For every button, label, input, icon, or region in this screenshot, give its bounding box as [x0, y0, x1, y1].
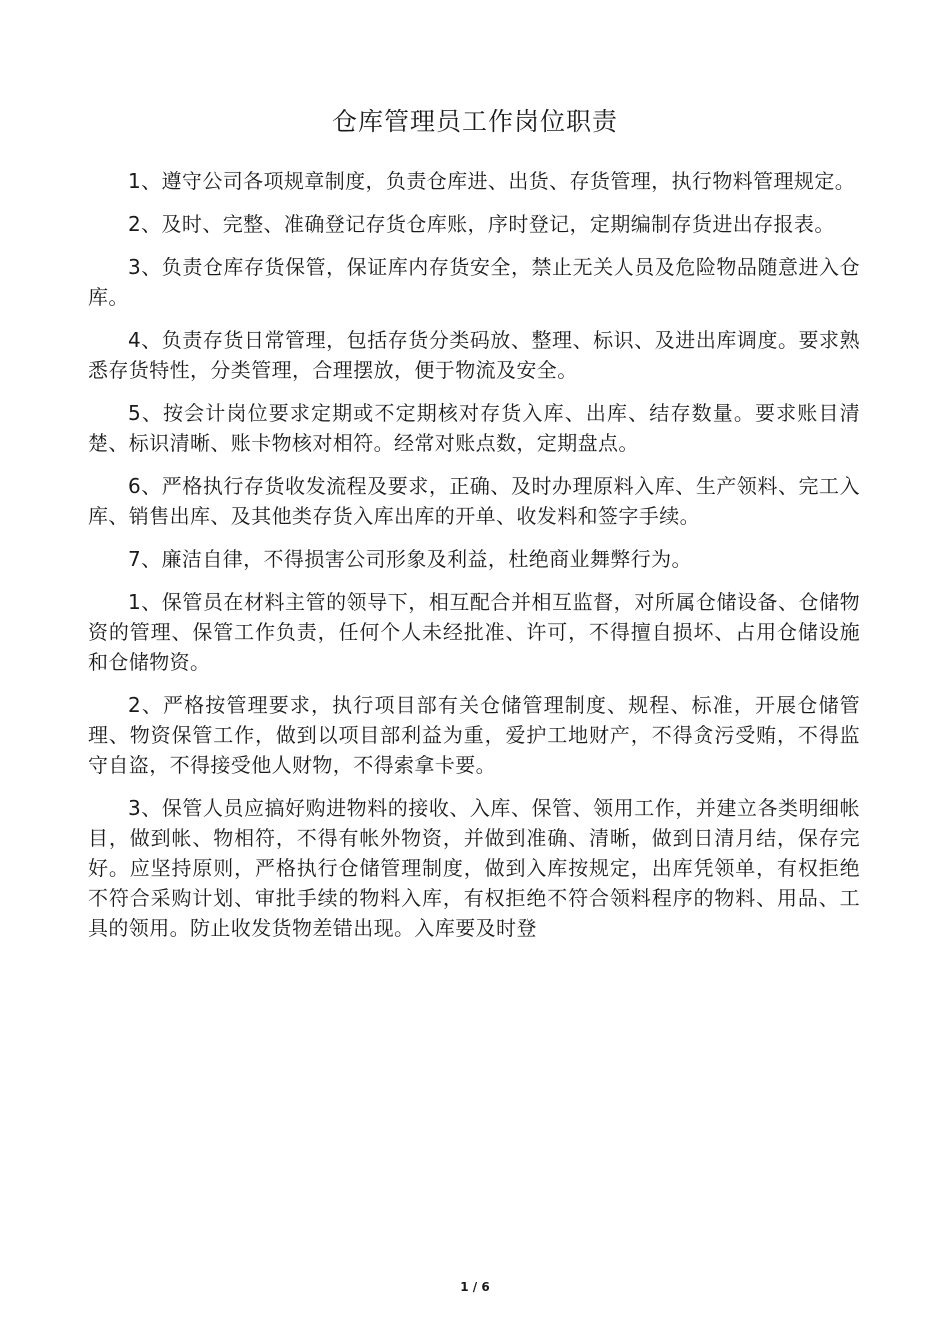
- page-number: 1 / 6: [460, 1280, 490, 1294]
- paragraph: [88, 544, 860, 574]
- paragraph-text: 、保管员在材料主管的领导下，相互配合并相互监督，对所属仓储设备、仓储物资的管理、保管工作负责，任何个人未经批准、许可，不得擅自损坏、占用仓储设施和仓储物资。: [88, 590, 860, 674]
- paragraph-text: 、遵守公司各项规章制度，负责仓库进、出货、存货管理，执行物料管理规定。: [141, 169, 856, 193]
- paragraph-text: 、保管人员应搞好购进物料的接收、入库、保管、领用工作，并建立各类明细帐目，做到帐、物相符，不得有帐外物资，并做到准确、清晰，做到日清月结，保存完好。应坚持原则，严格执行仓储管理制度，做到入库按规定，出库凭领单，有权拒绝不符合采购计划、审批手续的物料入库，有权拒绝不符合领料程序的物料、用品、工具的领用。防止收发货物差错出现。入库要及时登: [88, 796, 860, 940]
- paragraph-number: 1: [128, 169, 142, 193]
- paragraph-number: 4: [128, 328, 142, 352]
- paragraph-text: 、廉洁自律，不得损害公司形象及利益，杜绝商业舞弊行为。: [141, 547, 692, 571]
- paragraph-text: 、严格执行存货收发流程及要求，正确、及时办理原料入库、生产领料、完工入库、销售出库、及其他类存货入库出库的开单、收发料和签字手续。: [88, 474, 860, 528]
- paragraph-number: 7: [128, 547, 142, 571]
- paragraph-number: 2: [128, 212, 142, 236]
- paragraph-number: 6: [128, 474, 142, 498]
- paragraph: [88, 252, 860, 312]
- paragraph-number: 3: [128, 255, 142, 279]
- paragraph: [88, 690, 860, 780]
- paragraph-number: 1: [128, 590, 142, 614]
- paragraph-text: 、按会计岗位要求定期或不定期核对存货入库、出库、结存数量。要求账目清楚、标识清晰、账卡物核对相符。经常对账点数，定期盘点。: [88, 401, 860, 455]
- paragraph-text: 、负责仓库存货保管，保证库内存货安全，禁止无关人员及危险物品随意进入仓库。: [88, 255, 860, 309]
- paragraph-number: 3: [128, 796, 142, 820]
- paragraph-text: 、负责存货日常管理，包括存货分类码放、整理、标识、及进出库调度。要求熟悉存货特性，分类管理，合理摆放，便于物流及安全。: [88, 328, 860, 382]
- document-body: [88, 166, 860, 956]
- paragraph: [88, 166, 860, 196]
- paragraph: [88, 793, 860, 943]
- paragraph-number: 2: [128, 693, 142, 717]
- paragraph: [88, 398, 860, 458]
- paragraph-number: 5: [128, 401, 142, 425]
- paragraph: [88, 209, 860, 239]
- paragraph-text: 、及时、完整、准确登记存货仓库账，序时登记，定期编制存货进出存报表。: [141, 212, 835, 236]
- paragraph: [88, 587, 860, 677]
- paragraph-text: 、严格按管理要求，执行项目部有关仓储管理制度、规程、标准，开展仓储管理、物资保管工作，做到以项目部利益为重，爱护工地财产，不得贪污受贿，不得监守自盗，不得接受他人财物，不得索拿卡要。: [88, 693, 860, 777]
- paragraph: [88, 471, 860, 531]
- document-title: 仓库管理员工作岗位职责: [331, 107, 618, 136]
- paragraph: [88, 325, 860, 385]
